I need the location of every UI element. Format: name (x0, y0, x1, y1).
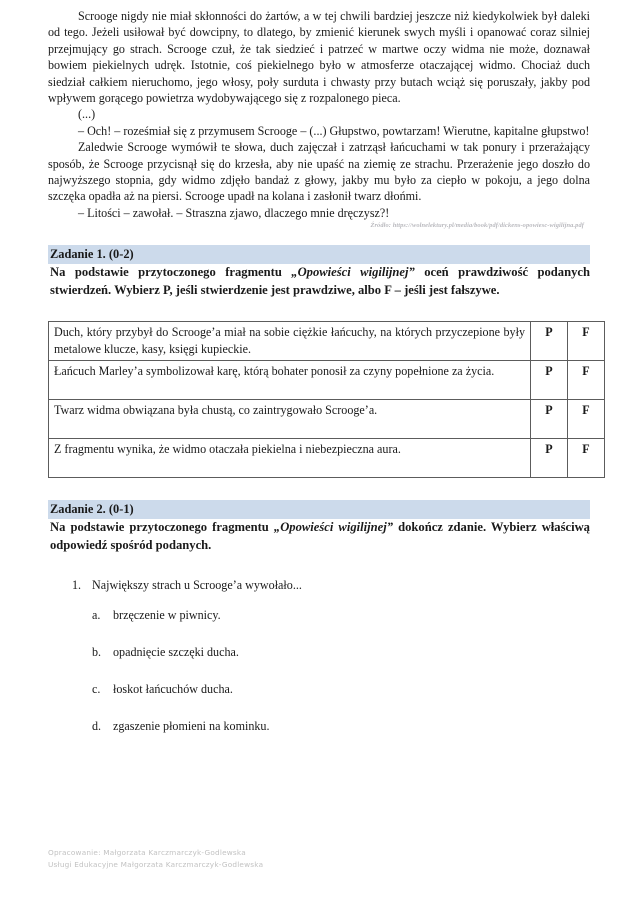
true-option-cell[interactable]: P (531, 361, 568, 400)
task-2-instructions (48, 519, 590, 554)
table-row (49, 439, 605, 478)
page-footer (48, 847, 263, 870)
task-2-heading: Zadanie 2. (0-1) (48, 500, 590, 519)
true-false-table (48, 321, 605, 478)
task-1-heading: Zadanie 1. (0-2) (48, 245, 590, 264)
task-1-instructions-part2: oceń prawdziwość podanych stwierdzeń. Wybierz P, jeśli stwierdzenie jest prawdziwe, albo F – jeśli jest fałszywe. (50, 265, 590, 297)
option-text-c: łoskot łańcuchów ducha. (113, 681, 233, 696)
task-2 (48, 500, 590, 733)
passage-paragraph-4: Zaledwie Scrooge wymówił te słowa, duch zajęczał i zatrząsł łańcuchami w tak ponury i przerażający sposób, że Scrooge przycisnął się do krzesła, aby nie upaść na ziemię ze strachu. Przerażenie jego doszło do najwyższego stopnia, gdy widmo zdjęło bandaż z głowy, jakby mu było za ciepło w pokoju, a jego dolna szczęka opadła aż na piersi. Scrooge upadł na kolana i zasłonił twarz dłońmi. (48, 140, 590, 204)
task-2-instructions-title: „Opowieści wigilijnej” (273, 520, 394, 535)
statement-cell: Duch, który przybył do Scrooge’a miał na sobie ciężkie łańcuchy, na których przyczepione były metalowe klucze, kasy, księgi kupieckie. (49, 322, 531, 361)
option-text-b: opadnięcie szczęki ducha. (113, 644, 239, 659)
option-text-d: zgaszenie płomieni na kominku. (113, 718, 270, 733)
footer-author: Opracowanie: Małgorzata Karczmarczyk-Godlewska (48, 848, 246, 857)
passage-source: Źródło: https://wolnelektury.pl/media/book/pdf/dickens-opowiesc-wigilijna.pdf (370, 222, 584, 230)
answer-option-c[interactable] (92, 681, 590, 697)
list-item (48, 577, 590, 734)
false-option-cell[interactable]: F (568, 400, 605, 439)
answer-option-d[interactable] (92, 718, 590, 734)
true-option-cell[interactable]: P (531, 439, 568, 478)
passage-paragraph-2: (...) (78, 107, 96, 122)
answer-options-list (92, 607, 590, 734)
reading-passage (48, 8, 590, 229)
task-1-instructions-part1: Na podstawie przytoczonego fragmentu (50, 265, 292, 280)
page-content (48, 8, 590, 748)
true-option-cell[interactable]: P (531, 400, 568, 439)
false-option-cell[interactable]: F (568, 322, 605, 361)
table-row (49, 322, 605, 361)
question-list (48, 577, 590, 734)
passage-paragraph-5: – Litości – zawołał. – Straszna zjawo, dlaczego mnie dręczysz?! (78, 205, 390, 220)
false-option-cell[interactable]: F (568, 361, 605, 400)
option-marker-b: b. (92, 644, 102, 659)
statement-cell: Twarz widma obwiązana była chustą, co zaintrygowało Scrooge’a. (49, 400, 531, 439)
footer-company: Usługi Edukacyjne Małgorzata Karczmarczyk-Godlewska (48, 859, 264, 869)
question-text: Największy strach u Scrooge’a wywołało... (92, 577, 302, 592)
answer-option-b[interactable] (92, 644, 590, 660)
option-marker-d: d. (92, 718, 102, 733)
table-row (49, 361, 605, 400)
passage-paragraph-3: – Och! – roześmiał się z przymusem Scrooge – (...) Głupstwo, powtarzam! Wierutne, kapitalne głupstwo! (78, 123, 590, 138)
task-2-instructions-part2: dokończ zdanie. Wybierz właściwą odpowiedź spośród podanych. (50, 520, 590, 553)
task-1 (48, 245, 590, 478)
true-option-cell[interactable]: P (531, 322, 568, 361)
task-1-instructions (48, 264, 590, 299)
table-row (49, 400, 605, 439)
false-option-cell[interactable]: F (568, 439, 605, 478)
question-number: 1. (72, 577, 82, 592)
task-2-instructions-part1: Na podstawie przytoczonego fragmentu (50, 520, 274, 535)
option-text-a: brzęczenie w piwnicy. (113, 607, 221, 622)
passage-paragraph-1: Scrooge nigdy nie miał skłonności do żartów, a w tej chwili bardziej jeszcze niż kiedykolwiek był daleki od tego. Jeżeli usiłował być dowcipny, to dlatego, by zmienić kierunek swych myśli i opanować coraz silniej przejmujący go strach. Scrooge czuł, że tak siedzieć i patrzeć w martwe oczy widma nie może, doznawał bowiem piekielnych udręk. Istotnie, coś piekielnego było w atmosferze otaczającej widmo. Chociaż duch siedział całkiem nieruchomo, jego włosy, poły surduta i chwasty przy butach wciąż się poruszały, jakby pod wpływem gorącego powietrza wydobywającego się z rozpalonego pieca. (48, 9, 590, 106)
statement-cell: Łańcuch Marley’a symbolizował karę, którą bohater ponosił za czyny popełnione za życia. (49, 361, 531, 400)
task-1-instructions-title: „Opowieści wigilijnej” (291, 265, 415, 280)
option-marker-a: a. (92, 607, 101, 622)
option-marker-c: c. (92, 681, 101, 696)
statement-cell: Z fragmentu wynika, że widmo otaczała piekielna i niebezpieczna aura. (49, 439, 531, 478)
answer-option-a[interactable] (92, 607, 590, 623)
